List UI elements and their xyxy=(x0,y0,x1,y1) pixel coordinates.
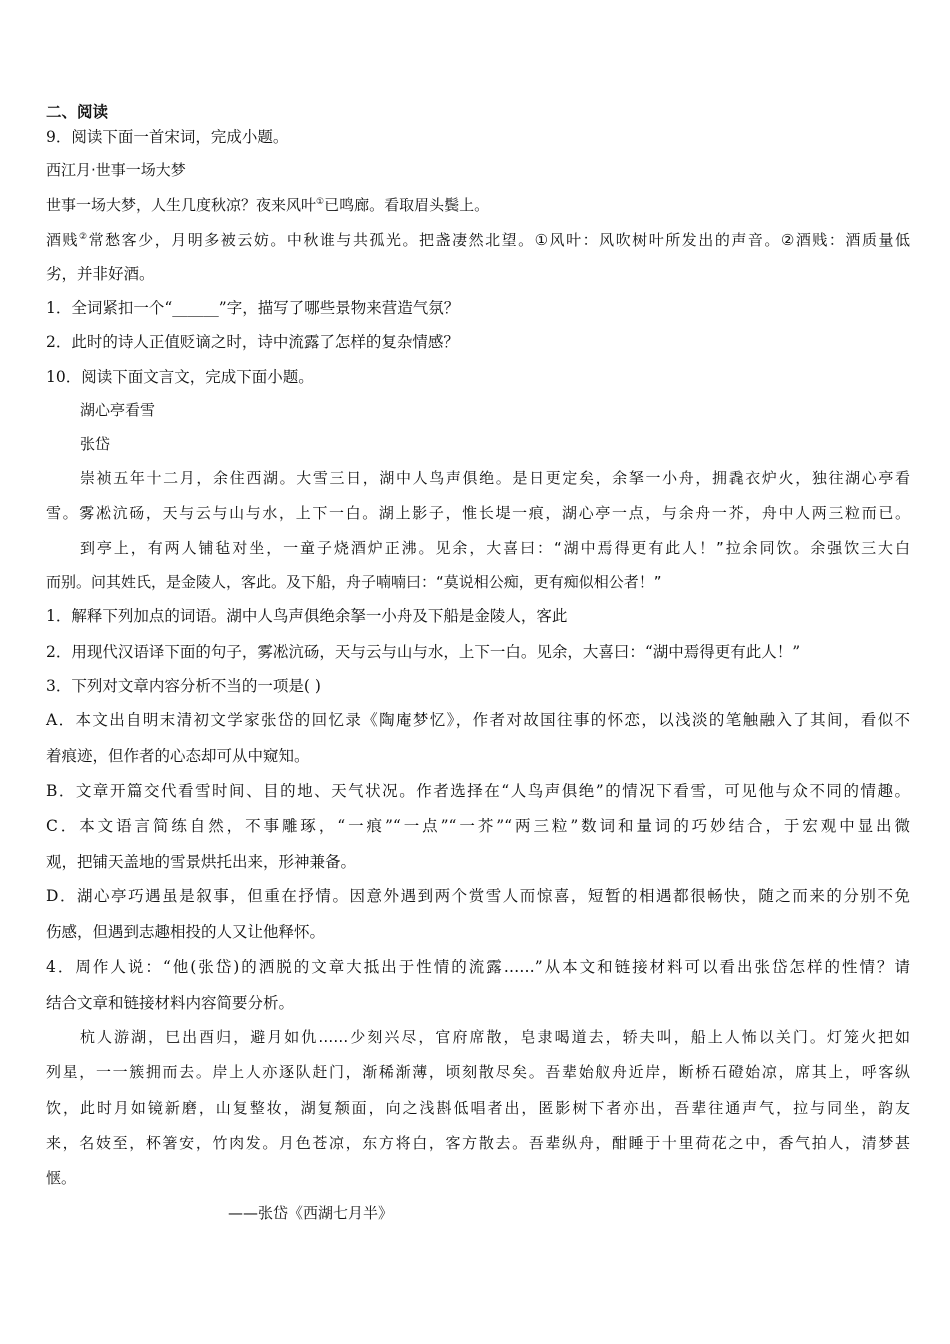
link-material-line-4: 来，名妓至，杯箸安，竹肉发。月色苍凉，东方将白，客方散去。吾辈纵舟，酣睡于十里荷花之中，香气拍人，清梦甚 xyxy=(46,1134,910,1152)
q9-note-continued: 劣，并非好酒。 xyxy=(46,265,155,283)
note-mark-2: ② xyxy=(79,232,89,242)
q9-line2-text-b: 常愁客少，月明多被云妨。中秋谁与共孤光。把盏凄然北望。①风叶：风吹树叶所发出的声音。②酒贱：酒质量低 xyxy=(88,231,910,249)
note-mark-1: ① xyxy=(316,197,325,207)
q9-poem-title: 西江月·世事一场大梦 xyxy=(46,161,186,179)
option-d-line-2: 伤感，但遇到志趣相投的人又让他释怀。 xyxy=(46,923,326,941)
q10-subquestion-4-line-1: 4．周作人说：“他(张岱)的洒脱的文章大抵出于性情的流露……”从本文和链接材料可以看出张岱怎样的性情？请 xyxy=(46,958,910,976)
q10-subquestion-2: 2．用现代汉语译下面的句子，雾凇沆砀，天与云与山与水，上下一白。见余，大喜曰：“湖中焉得更有此人！” xyxy=(46,643,801,661)
q9-subquestion-1: 1．全词紧扣一个“______”字，描写了哪些景物来营造气氛？ xyxy=(46,299,460,317)
option-a-line-1: A．本文出自明末清初文学家张岱的回忆录《陶庵梦忆》，作者对故国往事的怀恋，以浅淡的笔触融入了其间，看似不 xyxy=(46,711,910,729)
q9-poem-line-1 xyxy=(46,195,910,215)
q9-line1-text-b: 已鸣廊。看取眉头鬓上。 xyxy=(324,196,490,214)
link-material-line-1: 杭人游湖，巳出酉归，避月如仇……少刻兴尽，官府席散，皂隶喝道去，轿夫叫，船上人怖以关门。灯笼火把如 xyxy=(80,1028,910,1046)
q10-passage-author: 张岱 xyxy=(80,435,111,453)
q9-prompt: 9．阅读下面一首宋词，完成小题。 xyxy=(46,128,289,146)
link-material-line-3: 饮，此时月如镜新磨，山复整妆，湖复颒面，向之浅斟低唱者出，匿影树下者亦出，吾辈往通声气，拉与同坐，韵友 xyxy=(46,1099,910,1117)
q9-poem-line-2 xyxy=(46,230,910,250)
q9-line1-text-a: 世事一场大梦，人生几度秋凉？夜来风叶 xyxy=(46,196,317,214)
option-d-line-1: D．湖心亭巧遇虽是叙事，但重在抒情。因意外遇到两个赏雪人而惊喜，短暂的相遇都很畅快，随之而来的分别不免 xyxy=(46,887,910,905)
option-a-line-2: 着痕迹，但作者的心态却可从中窥知。 xyxy=(46,747,310,765)
q10-passage-p1-line1: 崇祯五年十二月，余住西湖。大雪三日，湖中人鸟声俱绝。是日更定矣，余拏一小舟，拥毳衣炉火，独往湖心亭看 xyxy=(80,469,910,487)
option-b: B．文章开篇交代看雪时间、目的地、天气状况。作者选择在“人鸟声俱绝”的情况下看雪，可见他与众不同的情趣。 xyxy=(46,782,910,800)
q10-prompt: 10．阅读下面文言文，完成下面小题。 xyxy=(46,368,314,386)
q9-line2-text-a: 酒贱 xyxy=(46,231,80,249)
section-title: 二、阅读 xyxy=(46,102,109,121)
q10-subquestion-3: 3．下列对文章内容分析不当的一项是( ) xyxy=(46,677,321,695)
q9-subquestion-2: 2．此时的诗人正值贬谪之时，诗中流露了怎样的复杂情感？ xyxy=(46,333,459,351)
q10-passage-p2-line2: 而别。问其姓氏，是金陵人，客此。及下船，舟子喃喃曰：“莫说相公痴，更有痴似相公者！” xyxy=(46,573,662,591)
link-material-line-5: 惬。 xyxy=(46,1169,77,1187)
q10-subquestion-1: 1．解释下列加点的词语。湖中人鸟声俱绝余拏一小舟及下船是金陵人，客此 xyxy=(46,607,568,625)
q10-subquestion-4-line-2: 结合文章和链接材料内容简要分析。 xyxy=(46,994,295,1012)
q10-passage-p1-line2: 雪。雾凇沆砀，天与云与山与水，上下一白。湖上影子，惟长堤一痕，湖心亭一点，与余舟一芥，舟中人两三粒而已。 xyxy=(46,504,910,522)
option-c-line-1: C．本文语言简练自然，不事雕琢，“一痕”“一点”“一芥”“两三粒”数词和量词的巧妙结合，于宏观中显出微 xyxy=(46,817,910,835)
link-material-line-2: 列星，一一簇拥而去。岸上人亦逐队赶门，渐稀渐薄，顷刻散尽矣。吾辈始舣舟近岸，断桥石磴始凉，席其上，呼客纵 xyxy=(46,1063,910,1081)
q10-passage-p2-line1: 到亭上，有两人铺毡对坐，一童子烧酒炉正沸。见余，大喜曰：“湖中焉得更有此人！”拉余同饮。余强饮三大白 xyxy=(80,539,910,557)
option-c-line-2: 观，把铺天盖地的雪景烘托出来，形神兼备。 xyxy=(46,853,357,871)
link-material-source: ——张岱《西湖七月半》 xyxy=(228,1204,394,1222)
q10-passage-title: 湖心亭看雪 xyxy=(80,401,156,419)
